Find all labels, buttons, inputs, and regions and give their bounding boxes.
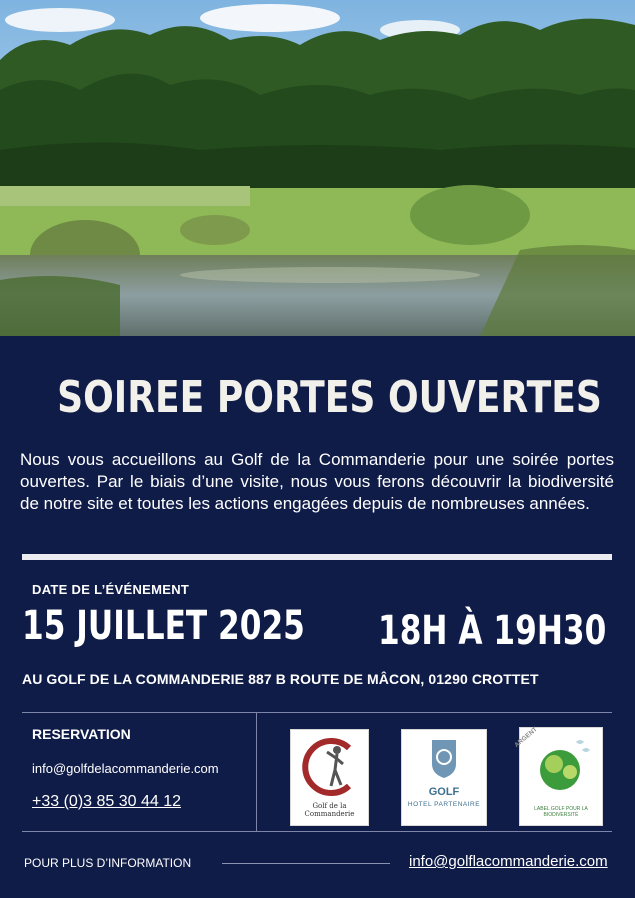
divider-vertical: [256, 712, 257, 832]
landscape-illustration: [0, 0, 635, 336]
page-title: SOIREE PORTES OUVERTES: [57, 372, 602, 423]
biodiversity-emblem-icon: [520, 728, 602, 804]
golf-hotel-logo-title: GOLF: [428, 786, 460, 798]
biodiversity-label-logo: [513, 726, 603, 826]
commanderie-logo: [290, 729, 369, 826]
divider-bottom: [22, 831, 612, 832]
divider-bar: [22, 554, 612, 560]
event-time: 18H À 19H30: [378, 608, 607, 654]
label-logo-bottom-text: LABEL GOLF POUR LA BIODIVERSITÉ: [534, 806, 588, 818]
hero-photo: [0, 0, 635, 336]
commanderie-logo-line2: Commanderie: [304, 810, 355, 818]
shield-icon: [402, 730, 486, 782]
event-date: 15 JUILLET 2025: [22, 603, 305, 649]
reservation-email[interactable]: info@golfdelacommanderie.com: [32, 761, 219, 776]
intro-text: Nous vous accueillons au Golf de la Commanderie pour une soirée portes ouvertes. Par le biais d’une visite, nous vous ferons découvrir la biodiversité de notre site et toutes les actions engagées depuis de nombreuses années.: [20, 450, 614, 513]
reservation-phone-link[interactable]: +33 (0)3 85 30 44 12: [32, 793, 182, 810]
golf-hotel-logo: [401, 729, 487, 826]
footer-email-link[interactable]: info@golflacommanderie.com: [409, 853, 608, 870]
footer-line: [222, 863, 390, 864]
commanderie-logo-line1: Golf de la: [312, 802, 347, 810]
date-label: DATE DE L’ÉVÉNEMENT: [32, 582, 190, 597]
more-info-label: POUR PLUS D’INFORMATION: [24, 856, 192, 870]
reservation-title: RESERVATION: [32, 726, 131, 742]
label-logo-top-text: ARGENT: [513, 726, 539, 750]
golfer-emblem-icon: [291, 730, 368, 800]
event-address: AU GOLF DE LA COMMANDERIE 887 B ROUTE DE MÂCON, 01290 CROTTET: [22, 671, 539, 687]
divider-top: [22, 712, 612, 713]
golf-hotel-logo-subtitle: HOTEL PARTENAIRE: [407, 801, 481, 808]
